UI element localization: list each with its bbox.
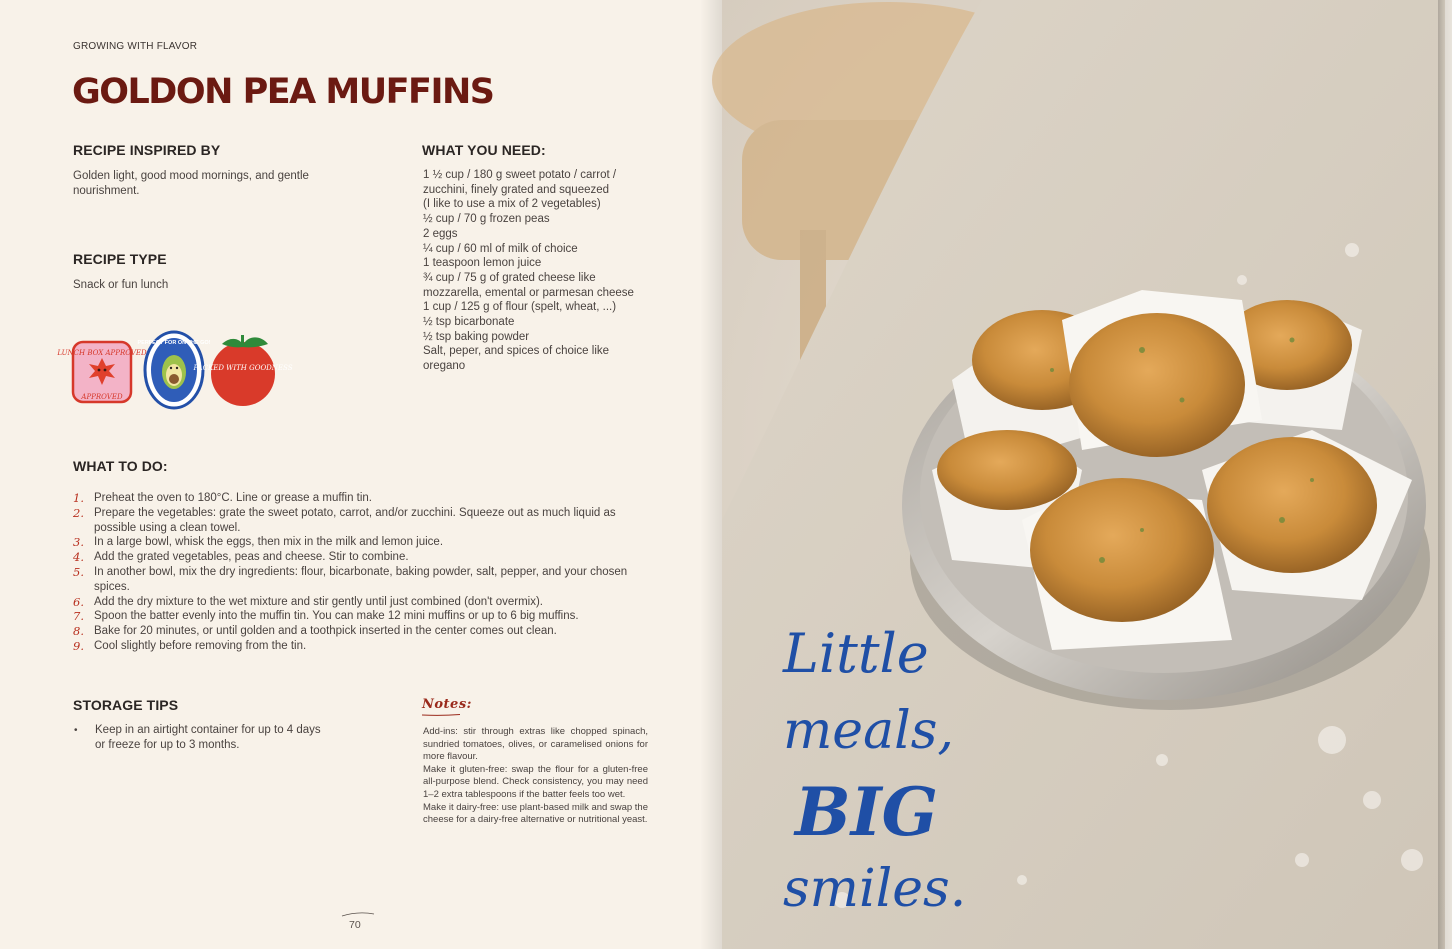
- step-text: Add the grated vegetables, peas and cheese. Stir to combine.: [94, 551, 409, 564]
- section-kicker: GROWING WITH FLAVOR: [73, 41, 198, 52]
- inspired-heading: RECIPE INSPIRED BY: [73, 142, 221, 158]
- step-text: Prepare the vegetables: grate the sweet potato, carrot, and/or zucchini. Squeeze out as much liquid as possible using a clean towel.: [94, 506, 616, 534]
- lunch-box-approved-sticker: [56, 342, 147, 402]
- method-step: [73, 535, 643, 550]
- page-fold-shadow: [1438, 0, 1452, 949]
- ingredient-line: 1 ½ cup / 180 g sweet potato / carrot /: [423, 169, 617, 181]
- step-number: 5.: [73, 564, 84, 579]
- storage-tip: • Keep in an airtight container for up to 4 days or freeze for up to 3 months.: [73, 723, 323, 753]
- ingredient-line: 2 eggs: [423, 227, 458, 240]
- tagline-line-4: smiles.: [783, 859, 967, 919]
- handwritten-tagline: [783, 610, 983, 920]
- note-paragraph: Make it gluten-free: swap the flour for a gluten-free all-purpose blend. Check consistency, you may need 1–2 extra tablespoons if the batter feels too wet.: [423, 763, 648, 800]
- recipe-type-text: Snack or fun lunch: [73, 279, 169, 291]
- sticker-group: [57, 330, 293, 410]
- storage-list: [73, 723, 323, 753]
- tagline-line-1: Little: [783, 622, 929, 685]
- step-number: 7.: [73, 609, 84, 624]
- inspired-text: Golden light, good mood mornings, and gentle nourishment.: [73, 170, 309, 197]
- ingredient-line: oregano: [423, 360, 466, 373]
- recipe-title: GOLDON PEA MUFFINS: [72, 72, 494, 112]
- notes-underline: [422, 714, 460, 716]
- ingredient-line: ¼ cup / 60 ml of milk of choice: [423, 242, 578, 255]
- recipe-type-heading: RECIPE TYPE: [73, 251, 167, 267]
- method-step: [73, 550, 643, 565]
- tagline-line-2: meals,: [783, 701, 954, 761]
- ingredient-line: 1 cup / 125 g of flour (spelt, wheat, ...): [423, 301, 617, 314]
- method-step: [73, 595, 643, 610]
- what-you-need-heading: WHAT YOU NEED:: [422, 142, 546, 158]
- step-text: Preheat the oven to 180°C. Line or grease a muffin tin.: [94, 492, 373, 504]
- step-text: Spoon the batter evenly into the muffin tin. You can make 12 mini muffins or up to 6 big muffins.: [94, 610, 579, 623]
- step-number: 1.: [73, 491, 84, 505]
- step-text: Cool slightly before removing from the tin.: [94, 639, 307, 652]
- ingredient-line: 1 teaspoon lemon juice: [423, 257, 542, 270]
- method-step: [73, 506, 643, 536]
- method-steps: [73, 491, 643, 654]
- ingredient-line: Salt, peper, and spices of choice like: [423, 345, 610, 358]
- step-number: 4.: [73, 550, 84, 565]
- tagline-line-3: BIG: [795, 773, 939, 851]
- step-text: Add the dry mixture to the wet mixture and stir gently until just combined (don't overmix).: [94, 595, 543, 608]
- svg-text:APPROVED: APPROVED: [81, 393, 123, 401]
- step-number: 3.: [73, 535, 84, 550]
- what-to-do-heading: WHAT TO DO:: [73, 458, 168, 474]
- note-paragraph: Add-ins: stir through extras like chopped spinach, sundried tomatoes, olives, or caramelised onions for more flavour.: [423, 726, 648, 763]
- method-step: [73, 491, 643, 506]
- note-paragraph: Make it dairy-free: use plant-based milk and swap the cheese for a dairy-free alternative or nutritional yeast.: [423, 801, 648, 826]
- step-number: 6.: [73, 594, 84, 609]
- step-number: 2.: [73, 505, 84, 520]
- ingredient-line: mozzarella, emental or parmesan cheese: [423, 286, 634, 299]
- ingredient-line: ½ cup / 70 g frozen peas: [423, 213, 550, 226]
- notes-text: [423, 726, 648, 827]
- storage-heading: STORAGE TIPS: [73, 697, 179, 713]
- ingredient-line: zucchini, finely grated and squeezed: [423, 183, 610, 196]
- page-number-ornament: [341, 910, 375, 918]
- ingredient-line: ¾ cup / 75 g of grated cheese like: [423, 271, 596, 284]
- method-step: [73, 609, 643, 624]
- method-step: [73, 565, 643, 595]
- sticker3-text: PACKED WITH GOODNESS: [193, 364, 293, 372]
- page-number: 70: [349, 919, 361, 931]
- left-page: [0, 0, 722, 949]
- step-number: 9.: [73, 638, 84, 653]
- step-text: In a large bowl, whisk the eggs, then mix in the milk and lemon juice.: [94, 536, 444, 549]
- ingredients-list: [423, 168, 653, 374]
- ingredient-line: (I like to use a mix of 2 vegetables): [423, 198, 601, 211]
- sticker1-top-text: LUNCH BOX APPROVED: [57, 349, 147, 357]
- step-text: In another bowl, mix the dry ingredients: flour, bicarbonate, baking powder, salt, pepper, and your chosen spices.: [94, 565, 628, 593]
- step-text: Bake for 20 minutes, or until golden and a toothpick inserted in the center comes out clean.: [94, 625, 557, 638]
- step-number: 8.: [73, 624, 84, 639]
- ingredient-line: ½ tsp baking powder: [423, 330, 530, 343]
- method-step: [73, 624, 643, 639]
- method-step: [73, 639, 643, 654]
- ingredient-line: ½ tsp bicarbonate: [423, 316, 515, 329]
- notes-heading: Notes:: [422, 697, 472, 712]
- sticker2-text: PERFECT FOR ON THE GO!: [137, 340, 211, 346]
